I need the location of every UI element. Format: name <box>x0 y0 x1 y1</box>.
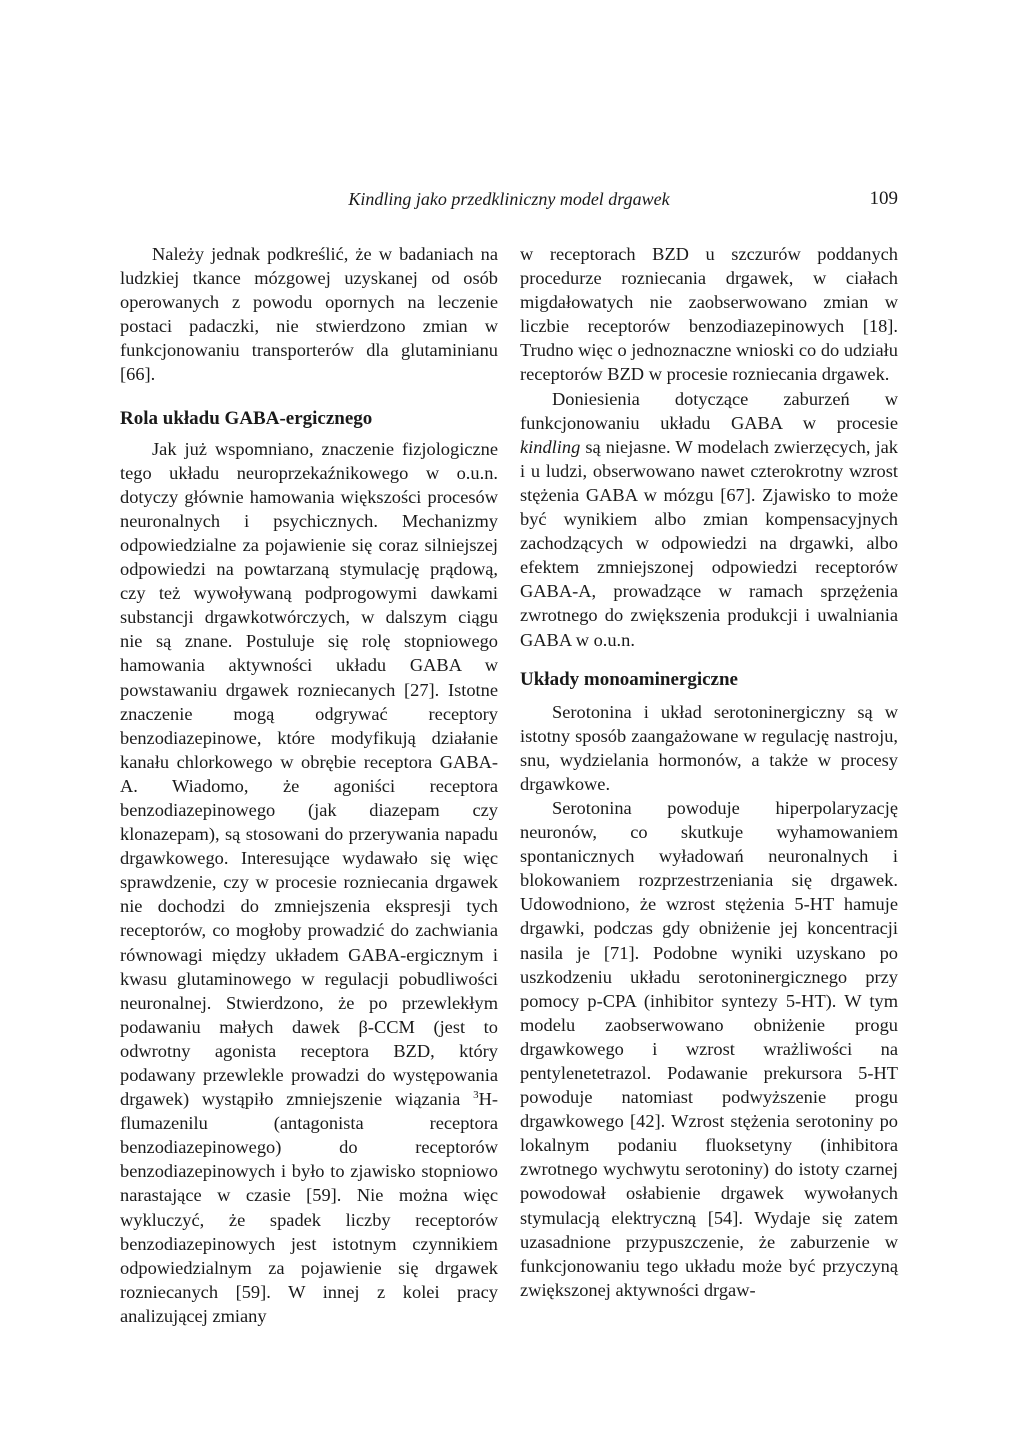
superscript-isotope: 3 <box>473 1089 479 1102</box>
paragraph-serotonin-intro: Serotonina i układ serotoninergiczny są w istotny sposób zaangażowane w regulację nastroju, snu, wydzielania hormonów, a także w procesy drgawkowe. <box>520 701 898 794</box>
paragraph-gaba-disorders-text-a: Doniesienia dotyczące zaburzeń w funkcjonowaniu układu GABA w procesie <box>520 388 898 433</box>
paragraph-gaba-role <box>120 437 498 1328</box>
paragraph-gaba-text-a: Jak już wspomniano, znaczenie fizjologiczne tego układu neuroprzekaźnikowego w o.u.n. dotyczy głównie hamowania większości procesów neuronalnych i psychicznych. Mechanizmy odpowiedzialne za pojawienie się coraz silniejszej odpowiedzi na powtarzaną stymulację prądową, czy też wywoływaną podprogowymi dawkami substancji drgawkotwórczych, w dalszym ciągu nie są znane. Postuluje się rolę stopniowego hamowania aktywności układu GABA w powstawaniu drgawek rozniecanych [27]. Istotne znaczenie mogą odgrywać receptory benzodiazepinowe, które modyfikują działanie kanału chlorkowego w obrębie receptora GABA-A. Wiadomo, że agoniści receptora benzodiazepinowego (jak diazepam czy klonazepam), są stosowani do przerywania napadu drgawkowego. Interesujące wydawało się więc sprawdzenie, czy w procesie rozniecania drgawek nie dochodzi do zmniejszenia ekspresji tych receptorów, co mogłoby prowadzić do zachwiania równowagi między układem GABA-ergicznym i kwasu glutaminowego w regulacji pobudliwości neuronalnej. Stwierdzono, że po przewlekłym podawaniu małych dawek β-CCM (jest to odwrotny agonista receptora BZD, który podawany przewlekle prowadzi do występowania drgawek) wystąpiło zmniejszenie wiązania <box>120 438 498 1110</box>
paragraph-serotonin-effects: Serotonina powoduje hiperpolaryzację neuronów, co skutkuje wyhamowaniem spontanicznych wyładowań neuronalnych i blokowaniem rozprzestrzeniania się drgawek. Udowodniono, że wzrost stężenia 5-HT hamuje drgawki, podczas gdy obniżenie jej koncentracji nasila je [71]. Podobne wyniki uzyskano po uszkodzeniu układu serotoninergicznego przy pomocy p-CPA (inhibitor syntezy 5-HT). W tym modelu zaobserwowano obniżenie progu drgawkowego i wzrost wrażliwości na pentylenetetrazol. Podawanie prekursora 5-HT powoduje natomiast podwyższenie progu drgawkowego [42]. Wzrost stężenia serotoniny po lokalnym podaniu fluoksetyny (inhibitora zwrotnego wychwytu serotoniny) do istoty czarnej powodował osłabienie drgawek wywołanych stymulacją elektryczną [54]. Wydaje się zatem uzasadnione przypuszczenie, że zaburzenie w funkcjonowaniu tego układu może być przyczyną zwiększonej aktywności drgaw- <box>520 797 898 1300</box>
term-kindling: kindling <box>520 436 581 457</box>
paragraph-glutamate-transporters: Należy jednak podkreślić, że w badaniach na ludzkiej tkance mózgowej uzyskanej od osób operowanych z powodu opornych na leczenie postaci padaczki, nie stwierdzono zmian w funkcjonowaniu transporterów dla glutaminianu [66]. <box>120 244 498 385</box>
left-column <box>120 242 498 1328</box>
section-heading-monoaminergic: Układy monoaminergiczne <box>520 668 738 690</box>
paragraph-gaba-disorders <box>520 387 898 652</box>
section-heading-gaba: Rola układu GABA-ergicznego <box>120 407 373 429</box>
paragraph-gaba-disorders-text-b: są niejasne. W modelach zwierzęcych, jak i u ludzi, obserwowano nawet czterokrotny wzrost stężenia GABA w mózgu [67]. Zjawisko to może być wynikiem albo zmian kompensacyjnych zachodzących w odpowiedzi na drgawki, albo efektem zmniejszonej odpowiedzi receptorów GABA-A, prowadzące w ramach sprzężenia zwrotnego do zwiększenia produkcji i uwalniania GABA w o.u.n. <box>520 436 898 650</box>
page-number: 109 <box>869 188 898 209</box>
running-head <box>120 187 898 213</box>
paragraph-gaba-text-b: H-flumazenilu (antagonista receptora benzodiazepinowego) do receptorów benzodiazepinowych i było to zjawisko stopniowo narastające w czasie [59]. Nie można więc wykluczyć, że spadek liczby receptorów benzodiazepinowych jest istotnym czynnikiem odpowiedzialnym za pojawienie się drgawek rozniecanych [59]. W innej z kolei pracy analizującej zmiany <box>120 1089 498 1326</box>
running-title: Kindling jako przedkliniczny model drgawek <box>348 189 670 209</box>
paragraph-bzd-continuation: w receptorach BZD u szczurów poddanych procedurze rozniecania drgawek, w ciałach migdałowatych nie zaobserwowano zmian w liczbie receptorów benzodiazepinowych [18]. Trudno więc o jednoznaczne wnioski co do udziału receptorów BZD w procesie rozniecania drgawek. <box>520 244 898 385</box>
right-column <box>520 242 898 1302</box>
